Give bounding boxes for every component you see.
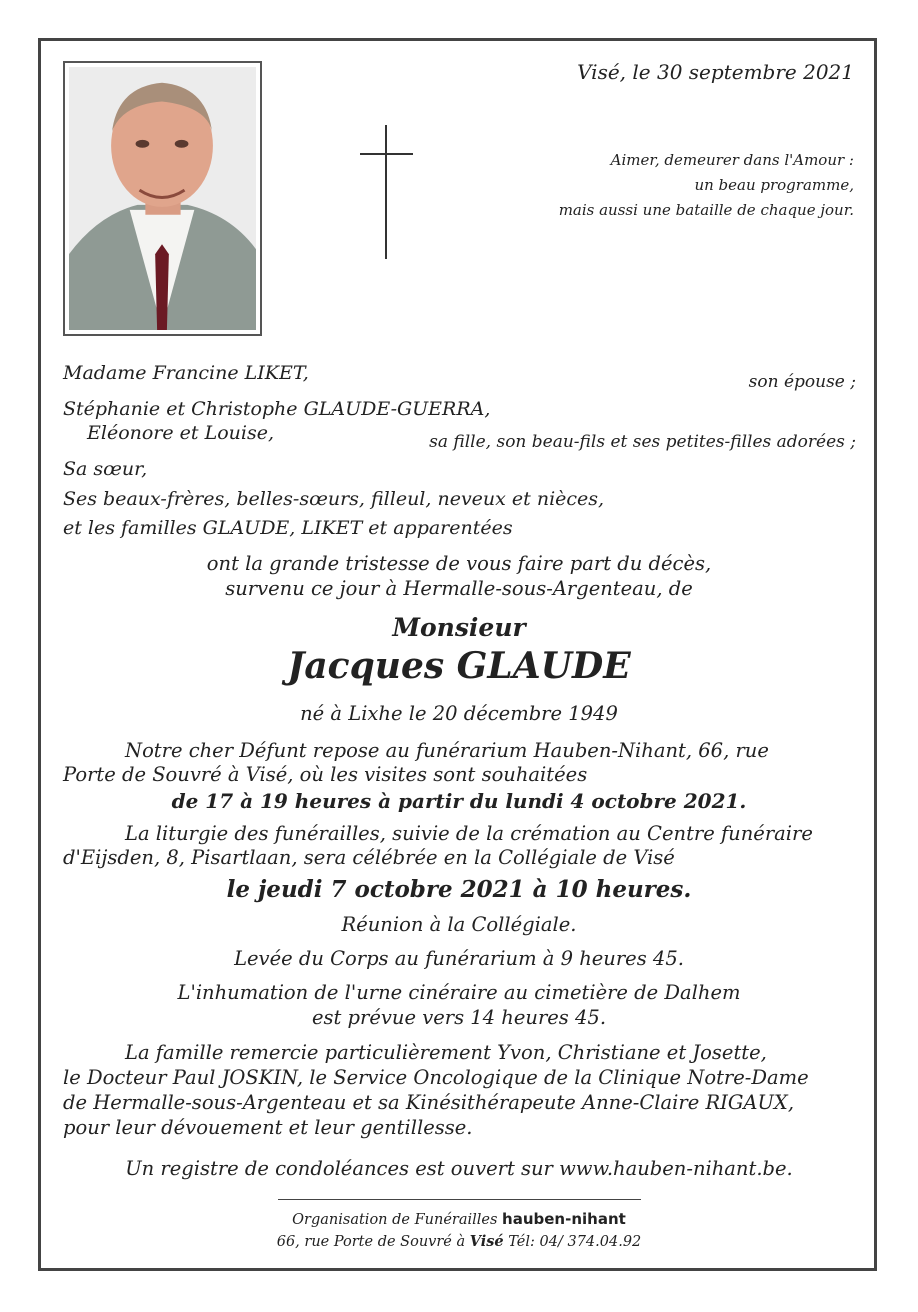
liturgy-line: La liturgie des funérailles, suivie de la crémation au Centre funéraire: [125, 822, 813, 845]
liturgy-line: d'Eijsden, 8, Pisartlaan, sera célébrée en la Collégiale de Visé: [63, 846, 675, 869]
repose-line: Porte de Souvré à Visé, où les visites sont souhaitées: [63, 763, 588, 786]
deceased-name: Jacques GLAUDE: [287, 645, 631, 687]
relation-label: son épouse ;: [748, 372, 856, 392]
quote-line: mais aussi une bataille de chaque jour.: [558, 201, 854, 219]
family-line: Ses beaux-frères, belles-sœurs, filleul, neveux et nièces,: [63, 488, 605, 510]
family-line: Sa sœur,: [63, 458, 148, 480]
register-info: Un registre de condoléances est ouvert sur www.hauben-nihant.be.: [125, 1157, 793, 1180]
meeting-info: Réunion à la Collégiale.: [341, 913, 577, 936]
ceremony-date: le jeudi 7 octobre 2021 à 10 heures.: [226, 876, 692, 903]
footer-org: Organisation de Funérailles hauben-nihant: [292, 1210, 626, 1228]
deceased-title: Monsieur: [392, 613, 526, 642]
repose-line: Notre cher Défunt repose au funérarium Hauben-Nihant, 66, rue: [125, 739, 769, 762]
birth-info: né à Lixhe le 20 décembre 1949: [300, 702, 618, 725]
urn-info: L'inhumation de l'urne cinéraire au cimetière de Dalhem: [177, 981, 741, 1004]
levee-info: Levée du Corps au funérarium à 9 heures 45.: [234, 947, 684, 970]
family-line: et les familles GLAUDE, LIKET et apparentées: [63, 517, 513, 539]
quote-line: un beau programme,: [694, 176, 854, 194]
thanks-line: le Docteur Paul JOSKIN, le Service Oncologique de la Clinique Notre-Dame: [63, 1066, 809, 1089]
announce-line: survenu ce jour à Hermalle-sous-Argenteau, de: [225, 577, 693, 600]
thanks-line: pour leur dévouement et leur gentillesse.: [63, 1116, 473, 1139]
family-line: Stéphanie et Christophe GLAUDE-GUERRA,: [63, 398, 491, 420]
notice-date: Visé, le 30 septembre 2021: [577, 60, 854, 84]
brand-logo: hauben-nihant: [502, 1210, 626, 1228]
footer-address: 66, rue Porte de Souvré à Visé Tél: 04/ 374.04.92: [276, 1233, 642, 1250]
family-line: Madame Francine LIKET,: [63, 362, 309, 384]
thanks-line: de Hermalle-sous-Argenteau et sa Kinésithérapeute Anne-Claire RIGAUX,: [63, 1091, 795, 1114]
cross-icon-bar: [360, 153, 413, 155]
visit-hours: de 17 à 19 heures à partir du lundi 4 octobre 2021.: [171, 789, 747, 813]
family-line: Eléonore et Louise,: [87, 422, 274, 444]
portrait-image: [69, 67, 256, 330]
cross-icon: [385, 125, 387, 259]
relation-label: sa fille, son beau-fils et ses petites-filles adorées ;: [429, 432, 856, 452]
urn-info: est prévue vers 14 heures 45.: [311, 1006, 607, 1029]
quote-line: Aimer, demeurer dans l'Amour :: [610, 151, 854, 169]
thanks-line: La famille remercie particulièrement Yvon, Christiane et Josette,: [125, 1041, 767, 1064]
footer-divider: [278, 1199, 641, 1200]
announce-line: ont la grande tristesse de vous faire part du décès,: [206, 552, 712, 575]
portrait-photo: [63, 61, 262, 336]
